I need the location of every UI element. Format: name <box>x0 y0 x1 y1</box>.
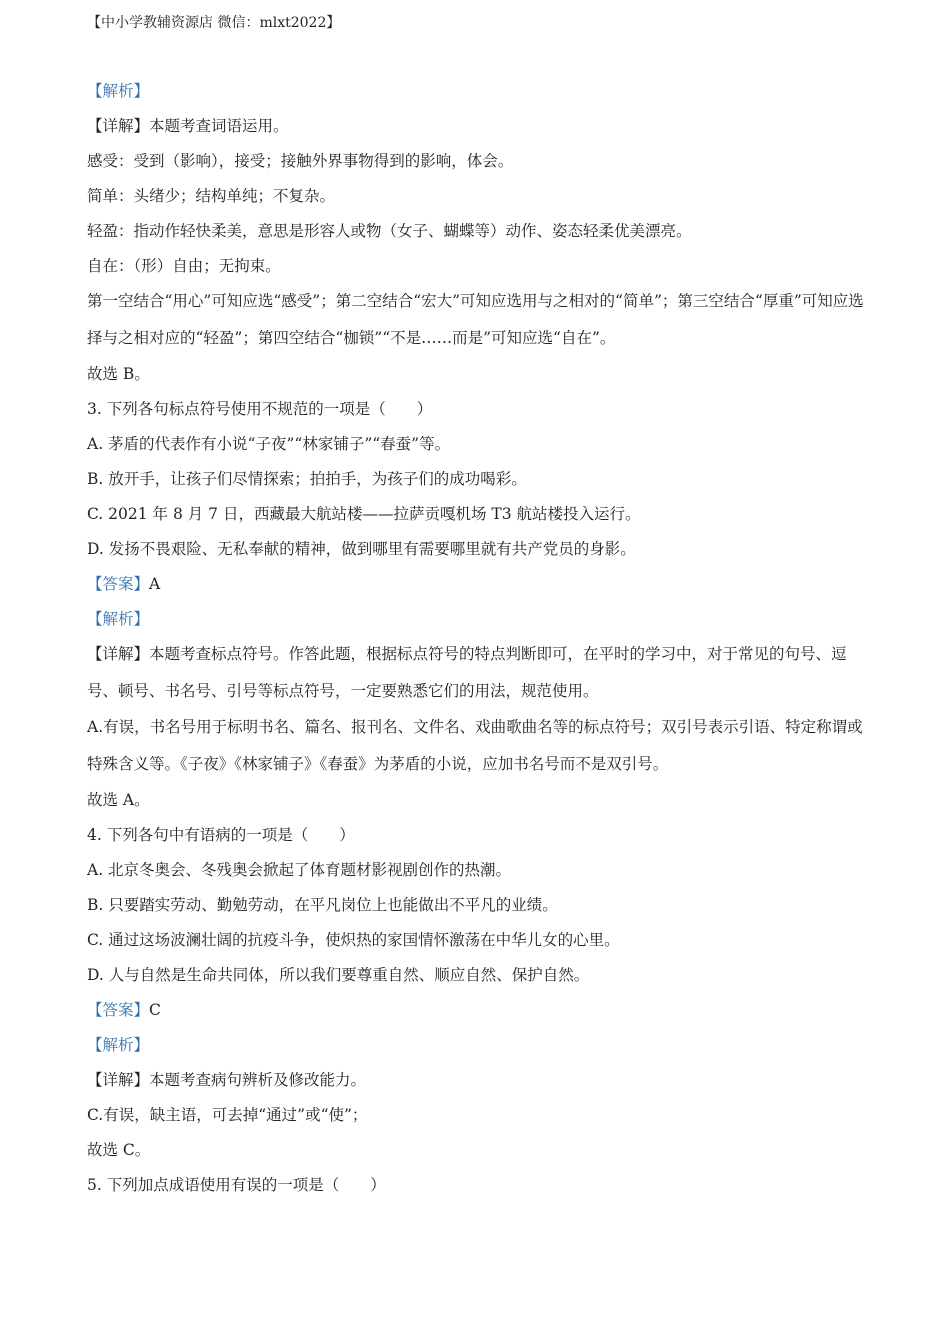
answer-line <box>87 999 877 1021</box>
text-line: 4. 下列各句中有语病的一项是（ ） <box>87 826 355 844</box>
section-tag-label: 【解析】 <box>87 82 150 100</box>
answer-tag: 【答案】 <box>87 575 150 593</box>
text-line: 自在：（形）自由；无拘束。 <box>87 257 281 275</box>
section-tag-label: 【解析】 <box>87 1036 150 1054</box>
text-line: 故选 A。 <box>87 791 150 809</box>
paragraph: 第一空结合“用心”可知应选“感受”；第二空结合“宏大”可知应选用与之相对的“简单”；第三空结合“厚重”可知应选择与之相对应的“轻盈”；第四空结合“枷锁”“不是……而是”可知应选“自在”。 <box>87 292 864 347</box>
text-line: B. 只要踏实劳动、勤勉劳动，在平凡岗位上也能做出不平凡的业绩。 <box>87 896 558 914</box>
text-line: 3. 下列各句标点符号使用不规范的一项是（ ） <box>87 400 433 418</box>
text-line: A. 北京冬奥会、冬残奥会掀起了体育题材影视剧创作的热潮。 <box>87 861 512 879</box>
text-line: D. 发扬不畏艰险、无私奉献的精神，做到哪里有需要哪里就有共产党员的身影。 <box>87 540 636 558</box>
section-tag-label: 【解析】 <box>87 610 150 628</box>
text-line: 感受：受到（影响），接受；接触外界事物得到的影响，体会。 <box>87 152 514 170</box>
text-line: A. 茅盾的代表作有小说“子夜”“林家铺子”“春蚕”等。 <box>87 435 451 453</box>
text-line: C.有误，缺主语，可去掉“通过”或“使”； <box>87 1106 368 1124</box>
section-tag <box>87 80 877 102</box>
answer-value: C <box>149 1001 161 1019</box>
text-line: D. 人与自然是生命共同体，所以我们要尊重自然、顺应自然、保护自然。 <box>87 966 590 984</box>
section-tag <box>87 1034 877 1056</box>
section-tag <box>87 608 877 630</box>
text-line: 【详解】本题考查病句辨析及修改能力。 <box>87 1071 367 1089</box>
text-line: C. 2021 年 8 月 7 日，西藏最大航站楼——拉萨贡嘎机场 T3 航站楼投入运行。 <box>87 505 641 523</box>
document-body <box>87 80 877 1209</box>
answer-tag: 【答案】 <box>87 1001 150 1019</box>
answer-value: A <box>149 575 161 593</box>
page-header-watermark: 【中小学教辅资源店 微信：mlxt2022】 <box>87 15 341 31</box>
text-line: 5. 下列加点成语使用有误的一项是（ ） <box>87 1176 386 1194</box>
text-line: 简单：头绪少；结构单纯；不复杂。 <box>87 187 336 205</box>
paragraph: A.有误，书名号用于标明书名、篇名、报刊名、文件名、戏曲歌曲名等的标点符号；双引号表示引语、特定称谓或特殊含义等。《子夜》《林家铺子》《春蚕》为茅盾的小说，应加书名号而不是双引号。 <box>87 718 863 773</box>
text-line: 轻盈：指动作轻快柔美，意思是形容人或物（女子、蝴蝶等）动作、姿态轻柔优美漂亮。 <box>87 222 692 240</box>
text-line: 【详解】本题考查词语运用。 <box>87 117 289 135</box>
paragraph: 【详解】本题考查标点符号。作答此题，根据标点符号的特点判断即可，在平时的学习中，对于常见的句号、逗号、顿号、书名号、引号等标点符号，一定要熟悉它们的用法，规范使用。 <box>87 645 847 700</box>
answer-line <box>87 573 877 595</box>
text-line: C. 通过这场波澜壮阔的抗疫斗争，使炽热的家国情怀激荡在中华儿女的心里。 <box>87 931 620 949</box>
text-line: B. 放开手，让孩子们尽情探索；拍拍手，为孩子们的成功喝彩。 <box>87 470 527 488</box>
text-line: 故选 B。 <box>87 365 150 383</box>
text-line: 故选 C。 <box>87 1141 151 1159</box>
